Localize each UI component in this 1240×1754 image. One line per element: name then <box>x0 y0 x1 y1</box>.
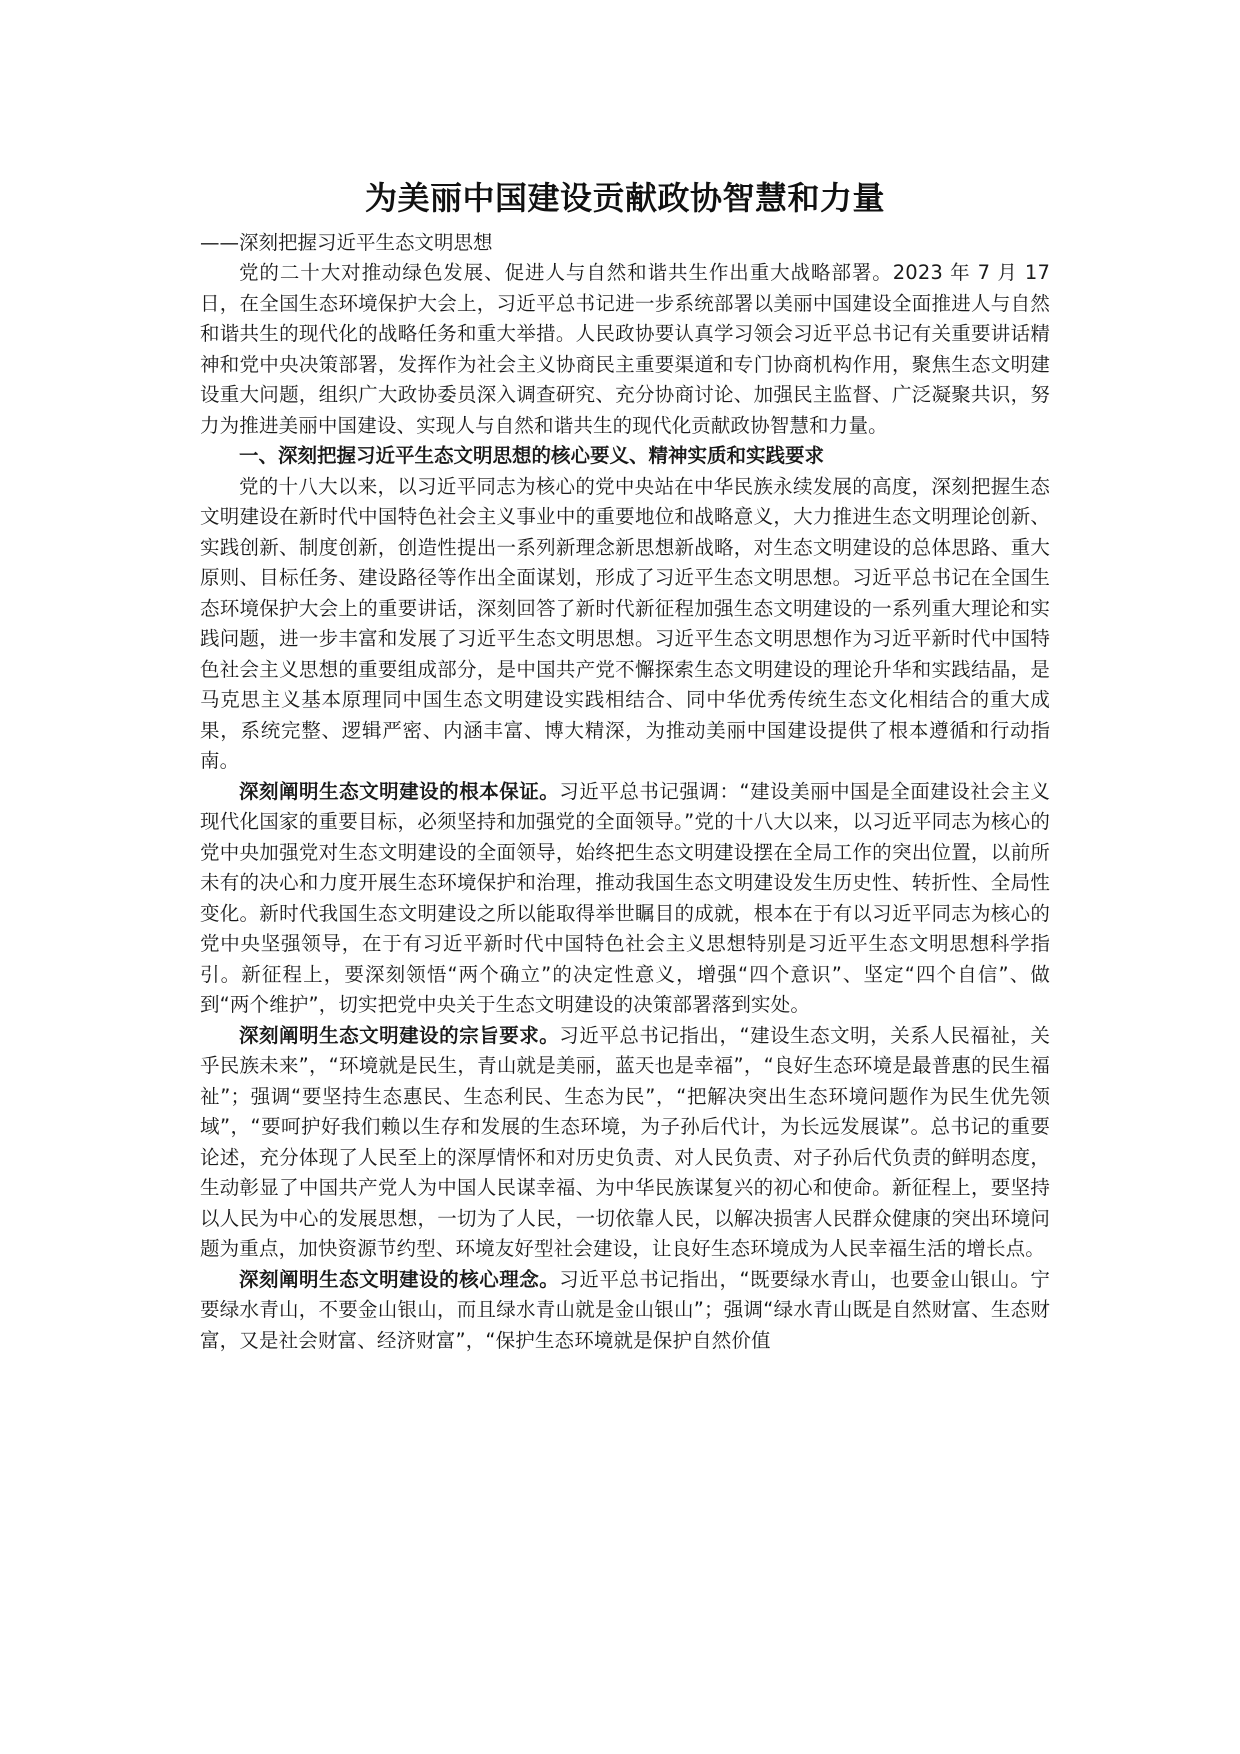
paragraph-body: 习近平总书记强调：“建设美丽中国是全面建设社会主义现代化国家的重要目标，必须坚持和加强党的全面领导。”党的十八大以来，以习近平同志为核心的党中央加强党对生态文明建设的全面领导，始终把生态文明建设摆在全局工作的突出位置，以前所未有的决心和力度开展生态环境保护和治理，推动我国生态文明建设发生历史性、转折性、全局性变化。新时代我国生态文明建设之所以能取得举世瞩目的成就，根本在于有以习近平同志为核心的党中央坚强领导，在于有习近平新时代中国特色社会主义思想特别是习近平生态文明思想科学指引。新征程上，要深刻领悟“两个确立”的决定性意义，增强“四个意识”、坚定“四个自信”、做到“两个维护”，切实把党中央关于生态文明建设的决策部署落到实处。 <box>200 779 1050 1016</box>
paragraph-body: 习近平总书记指出，“既要绿水青山，也要金山银山。宁要绿水青山，不要金山银山，而且绿水青山就是金山银山”；强调“绿水青山既是自然财富、生态财富，又是社会财富、经济财富”，“保护生态环境就是保护自然价值 <box>200 1267 1050 1352</box>
article <box>200 176 1050 1356</box>
section-heading: 一、深刻把握习近平生态文明思想的核心要义、精神实质和实践要求 <box>239 444 825 467</box>
article-subtitle: ——深刻把握习近平生态文明思想 <box>200 231 493 254</box>
paragraph-lead: 深刻阐明生态文明建设的根本保证。 <box>239 779 560 803</box>
paragraph-lead: 深刻阐明生态文明建设的宗旨要求。 <box>239 1023 560 1047</box>
paragraph-body: 习近平总书记指出，“建设生态文明，关系人民福祉，关乎民族未来”，“环境就是民生，青山就是美丽，蓝天也是幸福”，“良好生态环境是最普惠的民生福祉”；强调“要坚持生态惠民、生态利民、生态为民”，“把解决突出生态环境问题作为民生优先领域”，“要呵护好我们赖以生存和发展的生态环境，为子孙后代计，为长远发展谋”。总书记的重要论述，充分体现了人民至上的深厚情怀和对历史负责、对人民负责、对子孙后代负责的鲜明态度，生动彰显了中国共产党人为中国人民谋幸福、为中华民族谋复兴的初心和使命。新征程上，要坚持以人民为中心的发展思想，一切为了人民，一切依靠人民，以解决损害人民群众健康的突出环境问题为重点，加快资源节约型、环境友好型社会建设，让良好生态环境成为人民幸福生活的增长点。 <box>200 1023 1050 1260</box>
intro-paragraph: 党的二十大对推动绿色发展、促进人与自然和谐共生作出重大战略部署。2023 年 7 月 17 日，在全国生态环境保护大会上，习近平总书记进一步系统部署以美丽中国建设全面推进人与自然和谐共生的现代化的战略任务和重大举措。人民政协要认真学习领会习近平总书记有关重要讲话精神和党中央决策部署，发挥作为社会主义协商民主重要渠道和专门协商机构作用，聚焦生态文明建设重大问题，组织广大政协委员深入调查研究、充分协商讨论、加强民主监督、广泛凝聚共识，努力为推进美丽中国建设、实现人与自然和谐共生的现代化贡献政协智慧和力量。 <box>200 261 1050 437</box>
paragraph-lead: 深刻阐明生态文明建设的核心理念。 <box>239 1267 560 1291</box>
body-paragraph-guarantee <box>200 777 1050 1021</box>
article-title: 为美丽中国建设贡献政协智慧和力量 <box>364 179 885 217</box>
section-paragraph: 党的十八大以来，以习近平同志为核心的党中央站在中华民族永续发展的高度，深刻把握生态文明建设在新时代中国特色社会主义事业中的重要地位和战略意义，大力推进生态文明理论创新、实践创新、制度创新，创造性提出一系列新理念新思想新战略，对生态文明建设的总体思路、重大原则、目标任务、建设路径等作出全面谋划，形成了习近平生态文明思想。习近平总书记在全国生态环境保护大会上的重要讲话，深刻回答了新时代新征程加强生态文明建设的一系列重大理论和实践问题，进一步丰富和发展了习近平生态文明思想。习近平生态文明思想作为习近平新时代中国特色社会主义思想的重要组成部分，是中国共产党不懈探索生态文明建设的理论升华和实践结晶，是马克思主义基本原理同中国生态文明建设实践相结合、同中华优秀传统生态文化相结合的重大成果，系统完整、逻辑严密、内涵丰富、博大精深，为推动美丽中国建设提供了根本遵循和行动指南。 <box>200 474 1050 772</box>
body-paragraph-purpose <box>200 1021 1050 1265</box>
body-paragraph-core-concept <box>200 1265 1050 1357</box>
